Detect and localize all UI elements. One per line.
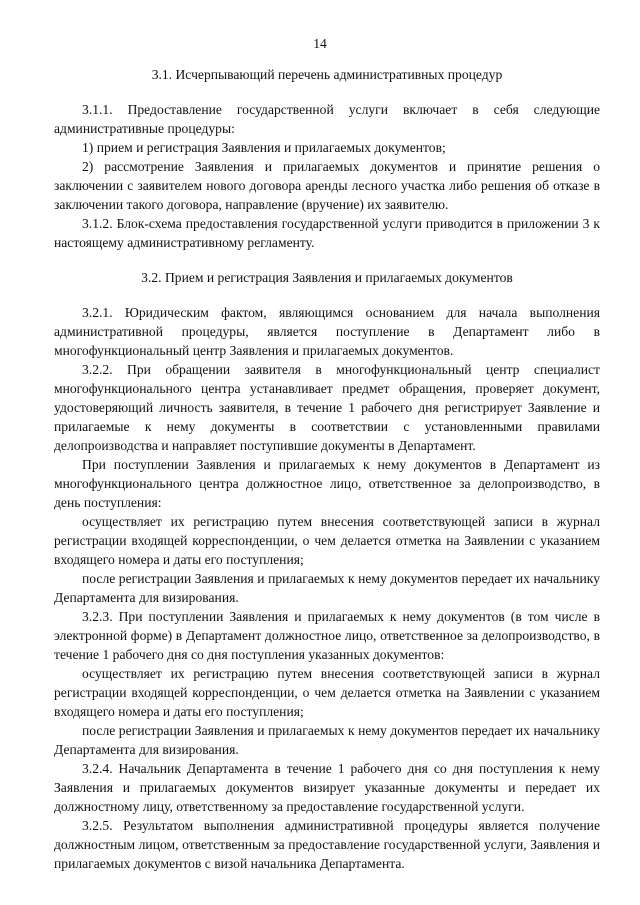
paragraph-transfer-b: после регистрации Заявления и прилагаемых к нему документов передает их начальнику Департамента для визирования.	[54, 723, 600, 757]
paragraph-3-1-2: 3.1.2. Блок-схема предоставления государственной услуги приводится в приложении 3 к настоящему административному регламенту.	[54, 216, 600, 250]
paragraph-3-2-3: 3.2.3. При поступлении Заявления и прилагаемых к нему документов (в том числе в электронной форме) в Департамент должностное лицо, ответственное за делопроизводство, в течение 1 рабочего дня со дня поступления указанных документов:	[54, 609, 600, 662]
paragraph-registration-b: осуществляет их регистрацию путем внесения соответствующей записи в журнал регистрации входящей корреспонденции, о чем делается отметка на Заявлении с указанием входящего номера и даты его поступления;	[54, 666, 600, 719]
paragraph-3-2-1: 3.2.1. Юридическим фактом, являющимся основанием для начала выполнения административной процедуры, является поступление в Департамент либо в многофункциональный центр Заявления и прилагаемых документов.	[54, 305, 600, 358]
paragraph-3-2-5: 3.2.5. Результатом выполнения административной процедуры является получение должностным лицом, ответственным за предоставление государственной услуги, Заявления и прилагаемых документов с визой начальника Департамента.	[54, 818, 600, 871]
list-item-2: 2) рассмотрение Заявления и прилагаемых документов и принятие решения о заключении с заявителем нового договора аренды лесного участка либо решения об отказе в заключении такого договора, направление (вручение) их заявителю.	[54, 159, 600, 212]
paragraph-3-2-4: 3.2.4. Начальник Департамента в течение 1 рабочего дня со дня поступления к нему Заявления и прилагаемых документов визирует указанные документы и передает их должностному лицу, ответственному за предоставление государственной услуги.	[54, 761, 600, 814]
page-content	[54, 65, 600, 873]
paragraph-registration-a: осуществляет их регистрацию путем внесения соответствующей записи в журнал регистрации входящей корреспонденции, о чем делается отметка на Заявлении с указанием входящего номера и даты его поступления;	[54, 514, 600, 567]
paragraph-transfer-a: после регистрации Заявления и прилагаемых к нему документов передает их начальнику Департамента для визирования.	[54, 571, 600, 605]
list-item-1: 1) прием и регистрация Заявления и прилагаемых документов;	[82, 140, 446, 155]
paragraph-dept-intake: При поступлении Заявления и прилагаемых к нему документов в Департамент из многофункционального центра должностное лицо, ответственное за делопроизводство, в день поступления:	[54, 457, 600, 510]
page-number: 14	[313, 36, 327, 51]
paragraph-3-2-2: 3.2.2. При обращении заявителя в многофункциональный центр специалист многофункционального центра устанавливает предмет обращения, проверяет документ, удостоверяющий личность заявителя, в течение 1 рабочего дня регистрирует Заявление и прилагаемые к нему документы в соответствии с установленными правилами делопроизводства и направляет поступившие документы в Департамент.	[54, 362, 600, 453]
paragraph-3-1-1: 3.1.1. Предоставление государственной услуги включает в себя следующие административные процедуры:	[54, 102, 600, 136]
section-3-2-title: 3.2. Прием и регистрация Заявления и прилагаемых документов	[141, 270, 513, 285]
section-3-1-title: 3.1. Исчерпывающий перечень административных процедур	[151, 67, 503, 82]
